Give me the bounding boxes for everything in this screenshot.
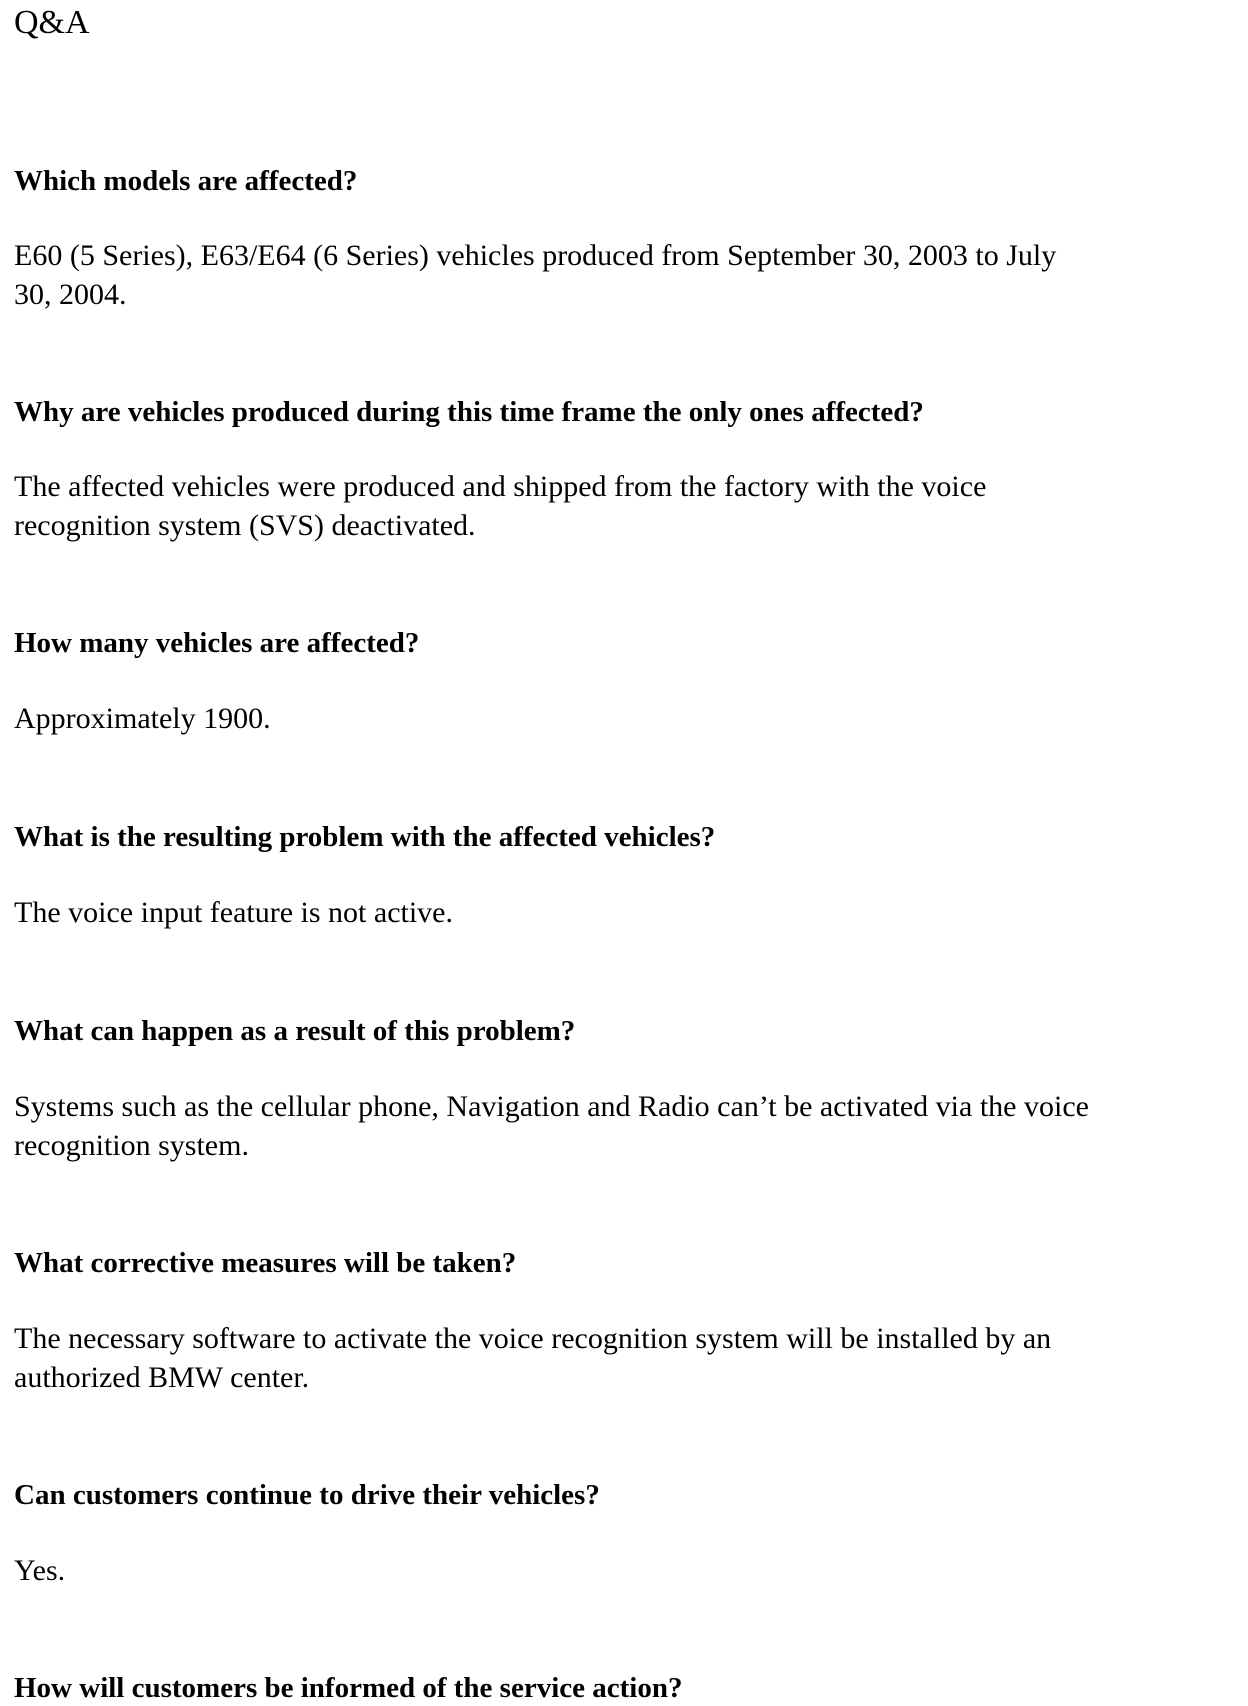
question-customer-notification: How will customers be informed of the service action? — [14, 1672, 683, 1704]
answer-consequence — [14, 1087, 1234, 1165]
answer-models-affected — [14, 236, 1234, 314]
answer-continue-driving — [14, 1551, 1234, 1590]
answer-line: Approximately 1900. — [14, 702, 271, 735]
question-continue-driving: Can customers continue to drive their vehicles? — [14, 1479, 600, 1511]
answer-resulting-problem — [14, 893, 1234, 932]
answer-corrective-measures — [14, 1319, 1234, 1397]
question-resulting-problem: What is the resulting problem with the affected vehicles? — [14, 821, 716, 853]
answer-line: The affected vehicles were produced and shipped from the factory with the voice — [14, 470, 987, 503]
answer-line: E60 (5 Series), E63/E64 (6 Series) vehicles produced from September 30, 2003 to July — [14, 239, 1057, 272]
answer-vehicle-count — [14, 699, 1234, 738]
answer-line: The necessary software to activate the voice recognition system will be installed by an — [14, 1322, 1052, 1355]
answer-line: recognition system (SVS) deactivated. — [14, 509, 476, 542]
answer-line: 30, 2004. — [14, 278, 127, 311]
answer-time-frame — [14, 467, 1234, 545]
question-consequence: What can happen as a result of this problem? — [14, 1015, 576, 1047]
answer-line: authorized BMW center. — [14, 1361, 310, 1394]
answer-line: Systems such as the cellular phone, Navigation and Radio can’t be activated via the voice — [14, 1090, 1089, 1123]
question-corrective-measures: What corrective measures will be taken? — [14, 1247, 517, 1279]
question-time-frame: Why are vehicles produced during this time frame the only ones affected? — [14, 396, 924, 428]
question-vehicle-count: How many vehicles are affected? — [14, 627, 420, 659]
page-title: Q&A — [14, 4, 90, 41]
answer-line: Yes. — [14, 1554, 66, 1587]
answer-line: The voice input feature is not active. — [14, 896, 453, 929]
answer-line: recognition system. — [14, 1129, 249, 1162]
question-models-affected: Which models are affected? — [14, 165, 358, 197]
